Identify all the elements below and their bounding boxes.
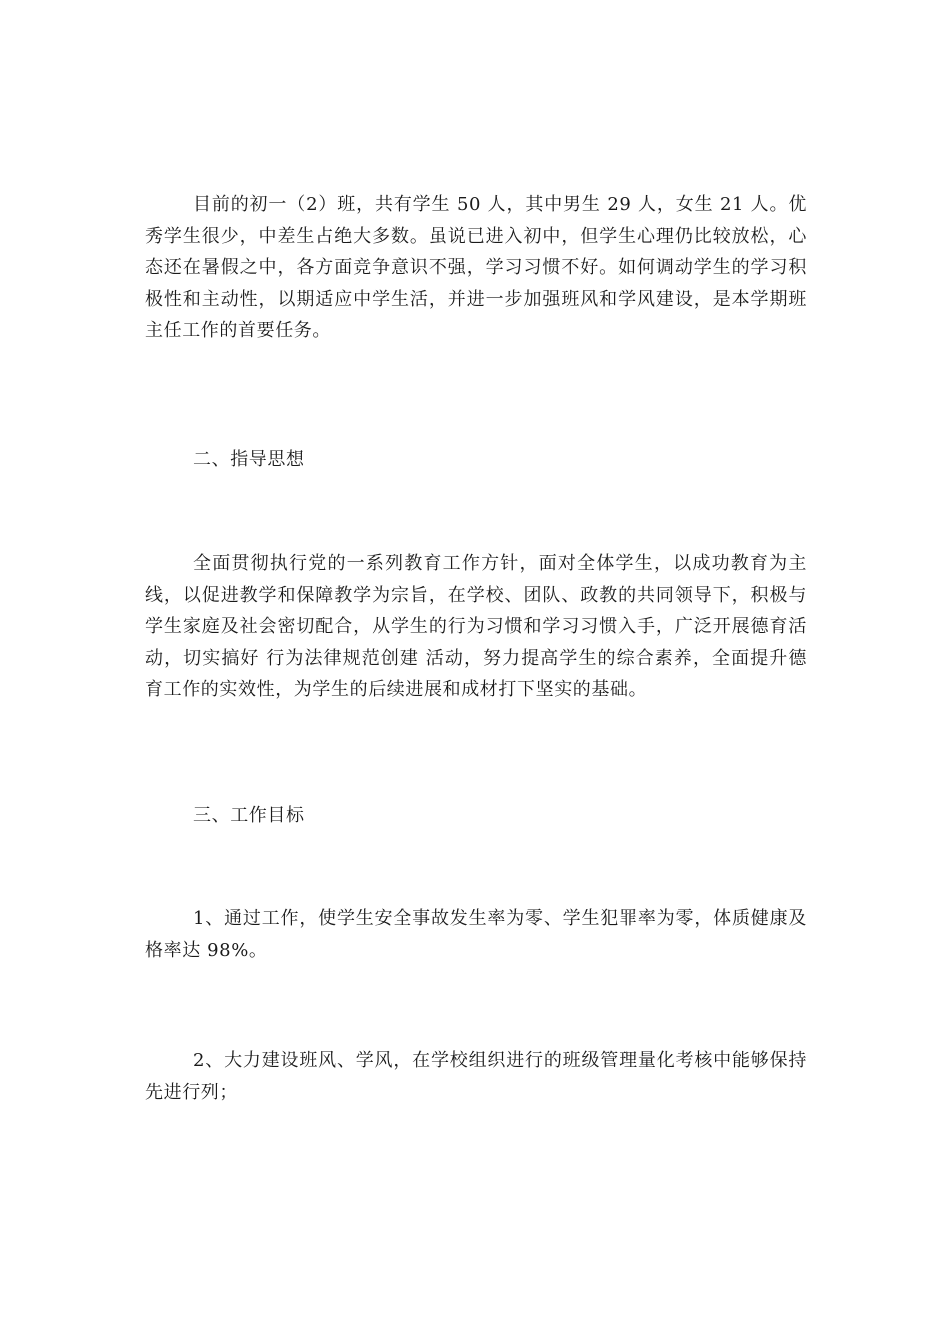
guiding-ideology-heading: 二、指导思想 [193, 449, 305, 470]
guiding-ideology-paragraph: 全面贯彻执行党的一系列教育工作方针，面对全体学生，以成功教育为主线，以促进教学和保障教学为宗旨，在学校、团队、政教的共同领导下，积极与学生家庭及社会密切配合，从学生的行为习惯和学习习惯入手，广泛开展德育活动，切实搞好 行为法律规范创建 活动，努力提高学生的综合素养，全面提升德育工作的实效性，为学生的后续进展和成材打下坚实的基础。 [145, 553, 807, 700]
class-situation-paragraph: 目前的初一（2）班，共有学生 50 人，其中男生 29 人，女生 21 人。优秀学生很少，中差生占绝大多数。虽说已进入初中，但学生心理仍比较放松，心态还在暑假之中，各方面竞争意识不强，学习习惯不好。如何调动学生的学习积极性和主动性，以期适应中学生活，并进一步加强班风和学风建设，是本学期班主任工作的首要任务。 [145, 194, 807, 341]
goal-item-2: 2、大力建设班风、学风，在学校组织进行的班级管理量化考核中能够保持先进行列； [145, 1050, 807, 1103]
goal-item-1: 1、通过工作，使学生安全事故发生率为零、学生犯罪率为零，体质健康及格率达 98%。 [145, 908, 807, 961]
work-goals-heading: 三、工作目标 [193, 805, 305, 826]
